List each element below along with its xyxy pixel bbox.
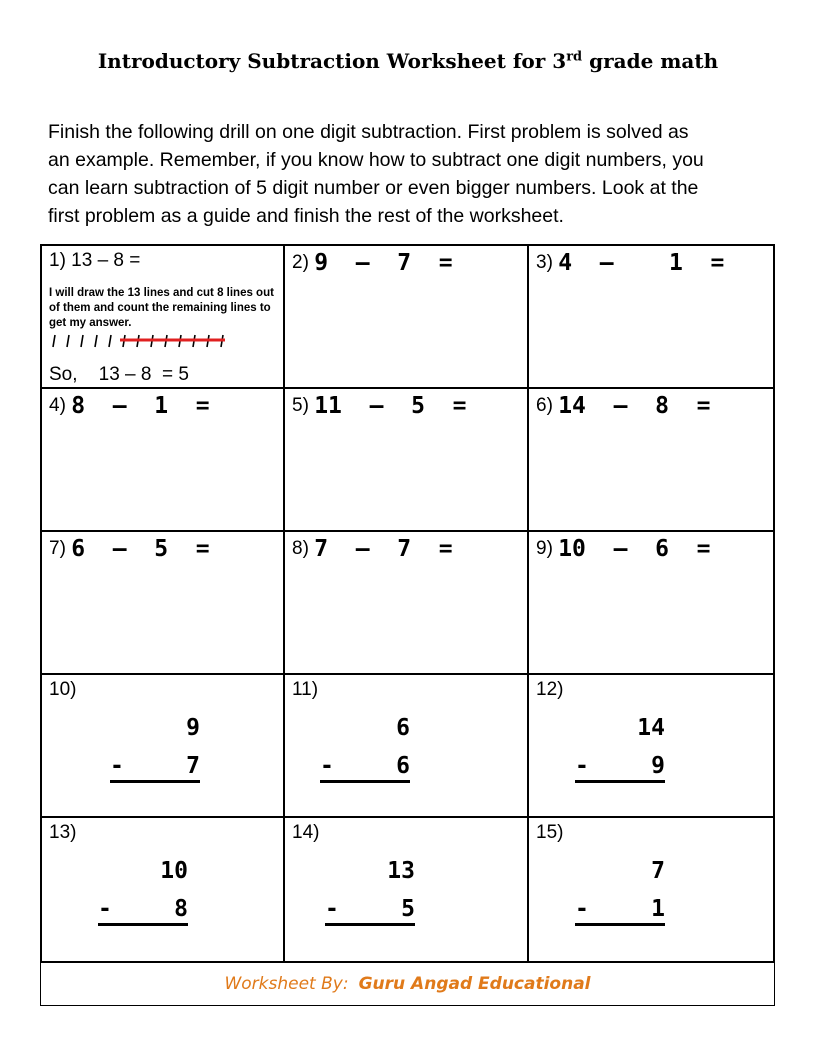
problem-number: 8) — [292, 538, 315, 559]
title-superscript: rd — [566, 49, 583, 65]
example-explanation: I will draw the 13 lines and cut 8 lines out of them and count the remaining lines to get my answer. — [49, 287, 274, 329]
minuend: 13 — [387, 858, 415, 884]
problem-cell-11 — [285, 675, 529, 818]
problem-8 — [292, 536, 453, 562]
problem-number: 7) — [49, 538, 72, 559]
problem-number: 14) — [292, 822, 320, 843]
problem-expression: 10 – 6 = — [558, 536, 711, 562]
tally-line — [95, 335, 97, 347]
problem-number: 2) — [292, 252, 315, 273]
problem-grid — [40, 244, 775, 963]
tally-line — [53, 335, 55, 347]
example-answer: So, 13 – 8 = 5 — [49, 364, 189, 385]
problem-expression: 4 – 1 = — [558, 250, 725, 276]
problem-cell-9 — [529, 532, 773, 675]
problem-number: 6) — [536, 395, 559, 416]
title-main: Introductory Subtraction Worksheet for 3 — [97, 49, 567, 73]
problem-4 — [49, 393, 210, 419]
problem-expression: 14 – 8 = — [558, 393, 711, 419]
subtrahend-line — [575, 753, 665, 783]
subtrahend-line — [320, 753, 410, 783]
vertical-problem-10 — [110, 715, 200, 783]
vertical-problem-11 — [320, 715, 410, 783]
problem-number: 3) — [536, 252, 559, 273]
problem-cell-6 — [529, 389, 773, 532]
minus-sign: - — [98, 896, 112, 922]
problem-cell-5 — [285, 389, 529, 532]
problem-expression: 7 – 7 = — [314, 536, 453, 562]
minus-sign: - — [320, 753, 334, 779]
subtrahend: 7 — [186, 753, 200, 779]
problem-cell-15 — [529, 818, 773, 961]
subtrahend: 6 — [396, 753, 410, 779]
problem-2 — [292, 250, 453, 276]
tally-line — [109, 335, 111, 347]
instructions — [48, 118, 778, 230]
problem-number: 4) — [49, 395, 72, 416]
problem-cell-1 — [42, 246, 285, 389]
instruction-line: Finish the following drill on one digit subtraction. First problem is solved as — [48, 121, 689, 143]
instruction-line: first problem as a guide and finish the rest of the worksheet. — [48, 205, 564, 227]
minuend: 9 — [186, 715, 200, 741]
worksheet-title — [0, 49, 816, 73]
problem-9 — [536, 536, 711, 562]
problem-cell-8 — [285, 532, 529, 675]
problem-cell-7 — [42, 532, 285, 675]
subtrahend-line — [110, 753, 200, 783]
problem-5 — [292, 393, 467, 419]
problem-cell-10 — [42, 675, 285, 818]
title-tail: grade math — [582, 49, 719, 73]
subtrahend-line — [575, 896, 665, 926]
problem-cell-14 — [285, 818, 529, 961]
subtrahend-line — [325, 896, 415, 926]
problem-number: 12) — [536, 679, 564, 700]
example-problem-label: 1) 13 – 8 = — [49, 250, 141, 271]
problem-3 — [536, 250, 724, 276]
subtrahend: 8 — [174, 896, 188, 922]
subtrahend: 9 — [651, 753, 665, 779]
footer-brand: Guru Angad Educational — [358, 974, 591, 994]
minus-sign: - — [575, 753, 589, 779]
problem-number: 11) — [292, 679, 319, 700]
problem-expression: 9 – 7 = — [314, 250, 453, 276]
problem-cell-4 — [42, 389, 285, 532]
problem-number: 15) — [536, 822, 564, 843]
instruction-line: an example. Remember, if you know how to subtract one digit numbers, you — [48, 149, 704, 171]
minuend: 7 — [651, 858, 665, 884]
problem-cell-3 — [529, 246, 773, 389]
problem-number: 5) — [292, 395, 315, 416]
instruction-line: can learn subtraction of 5 digit number or even bigger numbers. Look at the — [48, 177, 699, 199]
tally-line — [67, 335, 69, 347]
problem-expression: 6 – 5 = — [71, 536, 210, 562]
problem-expression: 8 – 1 = — [71, 393, 210, 419]
minuend: 14 — [637, 715, 665, 741]
vertical-problem-13 — [98, 858, 188, 926]
problem-cell-13 — [42, 818, 285, 961]
problem-7 — [49, 536, 210, 562]
vertical-problem-15 — [575, 858, 665, 926]
worksheet-footer — [40, 963, 775, 1006]
subtrahend-line — [98, 896, 188, 926]
vertical-problem-12 — [575, 715, 665, 783]
minus-sign: - — [325, 896, 339, 922]
footer-prefix: Worksheet By: — [224, 974, 349, 994]
problem-cell-2 — [285, 246, 529, 389]
minus-sign: - — [575, 896, 589, 922]
problem-expression: 11 – 5 = — [314, 393, 467, 419]
problem-number: 10) — [49, 679, 77, 700]
minuend: 6 — [396, 715, 410, 741]
tally-marks — [49, 333, 249, 349]
subtrahend: 5 — [401, 896, 415, 922]
subtrahend: 1 — [651, 896, 665, 922]
minus-sign: - — [110, 753, 124, 779]
vertical-problem-14 — [325, 858, 415, 926]
problem-number: 13) — [49, 822, 77, 843]
tally-line — [81, 335, 83, 347]
problem-number: 9) — [536, 538, 559, 559]
problem-cell-12 — [529, 675, 773, 818]
minuend: 10 — [160, 858, 188, 884]
problem-6 — [536, 393, 711, 419]
